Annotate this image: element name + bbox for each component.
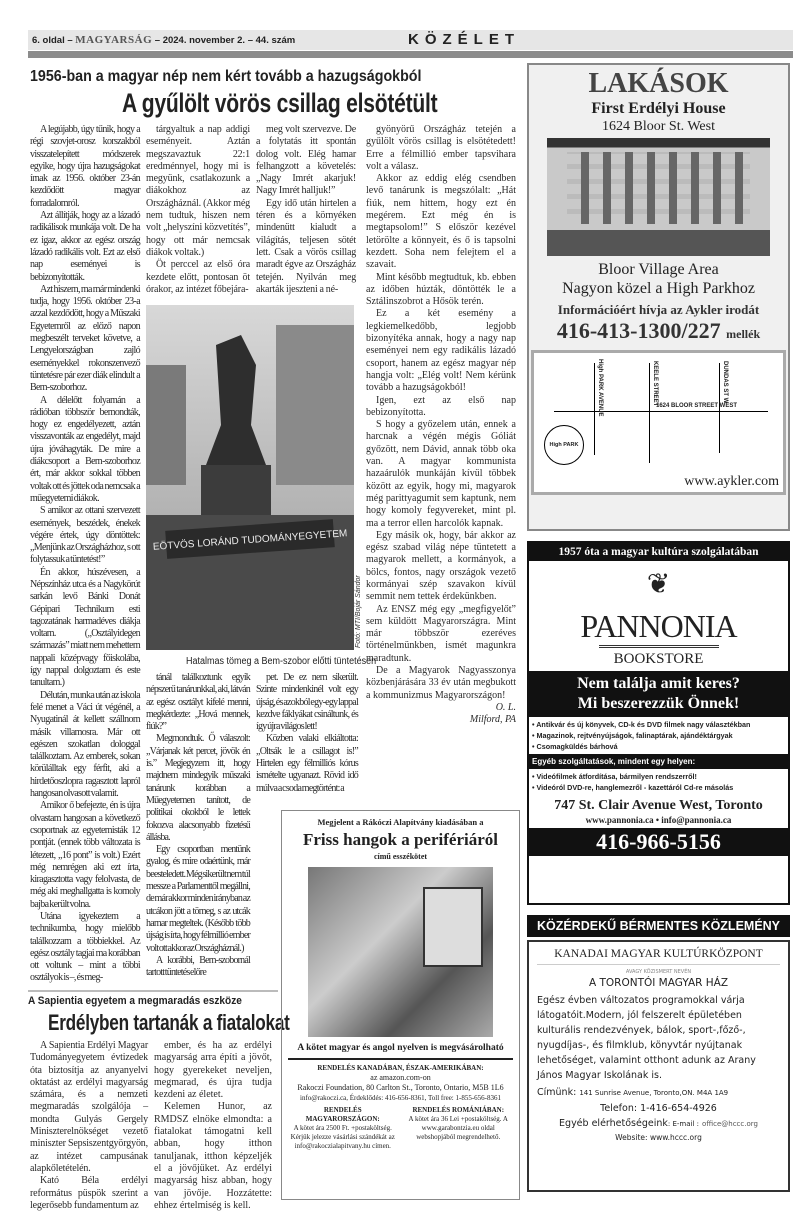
paragraph: Akkor az eddig elég csendben levő tanárunk is megszólalt: „Hát fiúk, nem hittem, hogy ezt én megérem. Ezt még én is megtapsolom!” S először kezével letörölte a könnyeit, és ő is tapsolni kezdett. Soha nem felejtem el a szavait. — [366, 173, 516, 271]
notice-website[interactable]: Website: www.hccc.org — [615, 1133, 702, 1142]
notice-name: A TORONTÓI MAGYAR HÁZ — [588, 977, 729, 989]
photo-credit: Fotó: MTI/Bojár Sándor — [355, 575, 362, 648]
paragraph: A korábbi, Bem-szobornál tartott tüntetés előre — [146, 954, 250, 979]
ad-website[interactable]: www.aykler.com — [684, 474, 779, 489]
article-kicker: 1956-ban a magyar nép nem kért tovább a hazugságokból — [30, 68, 422, 85]
notice-email-link[interactable]: office@hccc.org — [702, 1120, 758, 1128]
map-label: High PARK AVENUE — [597, 359, 603, 417]
article-column-1 — [30, 124, 140, 985]
page-header — [28, 30, 793, 50]
protest-photo — [146, 305, 354, 650]
paragraph: S hogy a győzelem után, ennek a harcnak a végén mégis Góliát győzött, nem Dávid, annak több oka van. A magyar kommunista hazaárulók munkáján kívül többek között az egyik, hogy mi, magyarok még parittyagumit sem kaptunk, nem hogy komoly fegyvereket, mint pl. ma a terror ellen harcolók kapnak. — [366, 419, 516, 529]
paragraph: Kelemen Hunor, az RMDSZ elnöke elmondta: a fiatalokat támogatni kell abban, hogy itthon tanuljanak, itthon képzeljék el a jövőjüket. Az erdélyi magyarság hisz abban, hogy van jövője. Hozzátette: ehhez értelmiség is kell. — [154, 1101, 272, 1211]
newspaper-logo: MAGYARSÁG — [75, 34, 153, 46]
book-ad-intro: Megjelent a Rákóczi Alapítvány kiadásában a — [317, 817, 484, 827]
paragraph: • Csomagküldés bárhová — [532, 742, 618, 751]
paragraph: Ez a két esemény a legkiemelkedőbb, legjobb bizonyítéka annak, hogy a nagy nap eseményei nem egy radikális lázadó csoport, hanem az egész magyar nép hangja volt: „Elég volt! Nem kérünk tovább a hazugságokból! — [366, 308, 516, 394]
order-na-amazon: az amazon.com-on — [370, 1072, 431, 1082]
pannonia-contact[interactable]: www.pannonia.ca • info@pannonia.ca — [585, 815, 732, 825]
paragraph: A Sapientia Erdélyi Magyar Tudományegyetem évtizedek óta biztosítja az anyanyelvi oktatást az erdélyi magyarság számára, és a nemzeti megmaradás szolgálója – mondta Gulyás Gergely Miniszterelnökséget vezető miniszter Sepsiszentgyörgyön, az intézet campusának alapkőletételén. — [30, 1040, 148, 1174]
ad-area: Bloor Village Area — [598, 261, 719, 278]
pannonia-services — [529, 769, 788, 795]
notice-address: 141 Sunrise Avenue, Toronto,ON. M4A 1A9 — [579, 1089, 729, 1097]
pannonia-items — [529, 717, 788, 754]
order-ro-title: RENDELÉS ROMÁNIÁBAN: — [412, 1105, 505, 1114]
ad-address: 1624 Bloor St. West — [602, 119, 715, 134]
pannonia-address: 747 St. Clair Avenue West, Toronto — [554, 798, 763, 813]
article-headline: A gyűlölt vörös csillag elsötétült — [122, 88, 438, 118]
ad-subtitle: First Erdélyi House — [591, 100, 726, 117]
section-title: KÖZÉLET — [408, 31, 520, 48]
paragraph: tánál találkoztunk egyik népszerű tanárunkkal, aki, látván az egész osztályt kifelé menni, megkérdezte: „Hová mennek, fiúk?” — [146, 672, 250, 733]
ad-phone: 416-413-1300/227 — [556, 318, 721, 343]
high-park-label: High PARK — [544, 425, 584, 465]
order-ro-text: A kötet ára 36 Lei +postaköltség. A www.garabontzia.eu oldal webshopjából megrendelhető. — [408, 1114, 508, 1142]
services-title: Egyéb szolgáltatások, mindent egy helyen: — [529, 754, 788, 769]
paragraph: Mint később megtudtuk, kb. ebben az időben húzták, döntötték le a Sztálinszobrot a Hősök terén. — [366, 271, 516, 308]
paragraph: Délután, munka után az iskola felé menet a Váci út végénél, a Nyugatinál át kellett szállnom másik villamosra. Már ott egészen szokatlan dologgal találkoztam. Az emberek, sokan körülálltak egy férfit, aki a hirdetőoszlopra ragasztott lapról hangosan olvasott valamit. — [30, 689, 140, 800]
paragraph: Igen, ezt az első nap bebizonyította. — [366, 394, 516, 418]
paragraph: meg volt szervezve. De a folytatás itt spontán dolog volt. Elég hamar felhangzott a követelés: „Nagy Imrét akarjuk! Nagy Imrét halljuk!” — [256, 124, 356, 197]
book-flower-logo-icon: ❦ — [646, 569, 671, 600]
article-column-2-top — [146, 124, 250, 296]
author-signature: O. L. — [495, 701, 516, 713]
paragraph: Én akkor, húszévesen, a Népszínház utca és a Nagykörút sarkán levő Bánki Donát Gépipari Technikum esti tagozatának harmadéves diákja voltam. („Osztályidegen származás” miatt nem mehettem nappali középvagy főiskolába, így nappal dolgoztam és este tanultam.) — [30, 566, 140, 689]
pannonia-phone: 416-966-5156 — [529, 828, 788, 856]
paragraph: Egy másik ok, hogy, bár akkor az egész szabad világ népe tüntetett a magyarok mellett, a kormányok, a bölcs, fontos, nagy országok vezető kormányai szép szavakon kívül semmit nem tettek érdekünkben. — [366, 529, 516, 603]
ad-ext: mellék — [726, 327, 761, 341]
paragraph: Öt perccel az első óra kezdete előtt, pontosan öt órakor, az intézet főbejára- — [146, 259, 250, 295]
location-map — [531, 350, 786, 495]
article2-column-2 — [154, 1040, 272, 1212]
pannonia-banner: 1957 óta a magyar kultúra szolgálatában — [529, 543, 788, 561]
pannonia-ad — [527, 541, 790, 905]
book-title: Friss hangok a perifériáról — [302, 830, 498, 850]
book-availability: A kötet magyar és angol nyelven is megvásárolható — [288, 1042, 513, 1059]
address-label: Címünk: — [537, 1087, 577, 1098]
paragraph: A délelőtt folyamán a rádióban többször bemondták, hogy ez engedélyezett, aztán visszavonták az engedélyt, majd újra jóváhagyták. De mire a diákcsoport a Bem-szoborhoz ért, már akkor sokkal többen voltak ott és jöttek oda nemcsak a műegyetemi diákok. — [30, 394, 140, 504]
ad-near: Nagyon közel a High Parkhoz — [562, 280, 755, 297]
paragraph: Közben valaki elkiáltotta: „Oltsák le a csillagot is!” Hirtelen egy félmilliós kórus ismételte ugyanazt. Rövid idő múlva a csoda megtörtént: a — [256, 733, 358, 794]
article2-column-1 — [30, 1040, 148, 1212]
paragraph: Egy idő után hirtelen a téren és a környéken mindenütt kialudt a világítás, teljesen sötét lett. Csak a vörös csillag maradt égve az Országház tetején. Nyilván meg akarták ijeszteni a né- — [256, 197, 356, 295]
book-ad — [281, 810, 520, 1200]
building-photo — [547, 138, 770, 256]
order-hu-text: A kötet ára 2500 Ft. +postaköltség. Kérjük jelezze vásárlási szándékát az info@rakoczialapitvany.hu címen. — [290, 1123, 395, 1151]
header-rule — [28, 51, 793, 58]
paragraph: A legújabb, úgy tűnik, hogy a régi szovjet-orosz korszakból visszatelepített módszerek egyike, hogy újra hazugságokat írnak az 1956. október 23-án kezdődött magyar forradalomról. — [30, 124, 140, 209]
article-column-3-bottom — [256, 672, 358, 795]
order-hu-title: RENDELÉS MAGYARORSZÁGON: — [305, 1105, 380, 1123]
apartments-ad — [527, 63, 790, 531]
notice-box — [527, 940, 790, 1192]
paragraph: Kató Béla erdélyi református püspök szerint a legerősebb fundamentum az — [30, 1175, 148, 1211]
paragraph: tárgyaltuk a nap addigi eseményeit. Aztán megszavaztuk 22:1 eredménnyel, hogy mi is megyünk, csatlakozunk a diákokhoz az Országháznál. (Akkor még nem tudtuk, hiszen nem volt „helyszíni közvetítés”, hogy ott már nemcsak diákok voltak.) — [146, 124, 250, 258]
ad-title: LAKÁSOK — [588, 68, 729, 99]
ad-info: Információért hívja az Aykler irodát — [557, 302, 760, 317]
paragraph: Megmondtuk. Ő válaszolt: „Várjanak két percet, jövök én is.” Megjegyzem itt, hogy majdnem mindegyik műszaki tanárunk korábban a Műegyetemen tanított, de politikai okokból le lettek fokozva alacsonyabb fizetésű állásba. — [146, 733, 250, 843]
paragraph: Az ENSZ még egy „megfigyelőt” sem küldött Magyarországra. Mint már többször ezeréves történelmünkben, ismét magunkra maradtunk. — [366, 603, 516, 664]
email-label: : E-mail : — [667, 1120, 700, 1128]
article-column-2-bottom — [146, 672, 250, 979]
map-label: KEELE STREET — [652, 361, 658, 407]
order-na-contact: info@rakoczi.ca, Érdeklődés: 416-656-8361, Toll free: 1-855-656-8361 — [300, 1093, 501, 1102]
article2-headline: Erdélyben tartanák a fiatalokat — [48, 1010, 290, 1035]
author-signature: Milford, PA — [469, 714, 516, 726]
paragraph: Egy csoportban mentünk gyalog, és mire odaértünk, már beesteledett. Még sikerült nem túl messze a Parlamenttől megállni, de már akkor minden irányban az utcákon jött a tömeg, s az utcák hamar megteltek. (Később több újság is írta, hogy félmillió ember volt ott akkor az Országháznál.) — [146, 844, 250, 954]
page-number: 6. oldal – — [32, 35, 73, 46]
paragraph: • Magazinok, rejtvényújságok, falinaptárak, ajándéktárgyak — [532, 731, 733, 740]
paragraph: pet. De ez nem sikerült. Szinte mindenkinél volt egy újság, és azokból egy-egy lappal kezdve fáklyákat csináltunk, és így újra világos lett! — [256, 672, 358, 733]
article2-kicker: A Sapientia egyetem a megmaradás eszköze — [28, 995, 242, 1007]
article-column-3-top — [256, 124, 356, 296]
contact-label: Egyéb elérhetőségeink — [559, 1118, 668, 1129]
slogan-1: Nem találja amit keres? — [577, 675, 740, 692]
paragraph: ember, és ha az erdélyi magyarság arra építi a jövőt, hogy gyerekeket neveljen, megmarad, és újra tudja kezdeni az életet. — [154, 1040, 272, 1101]
issue-date: – 2024. november 2. – 44. szám — [154, 35, 296, 46]
portrait-image — [423, 887, 483, 967]
paragraph: • Videófilmek átfordítása, bármilyen rendszerről! — [532, 772, 697, 781]
book-cover-collage — [308, 867, 493, 1037]
pannonia-sub: BOOKSTORE — [613, 651, 704, 667]
notice-org: KANADAI MAGYAR KULTÚRKÖZPONT — [537, 947, 780, 965]
divider — [28, 990, 278, 992]
article-column-4 — [366, 124, 516, 727]
slogan-2: Mi beszerezzük Önnek! — [577, 695, 740, 712]
paragraph: Utána igyekeztem a technikumba, hogy mielőbb találkozzam a többiekkel. Az egész osztály tagjai ma korábban ott voltunk – mint a többi osztályok is –, és meg- — [30, 911, 140, 984]
paragraph: Azt hiszem, ma már mindenki tudja, hogy 1956. október 23-a azzal kezdődött, hogy a Műszaki Egyetemről az előző napon megbeszélt terveket követve, a Lengyelországban zajló eseményekkel rokonszenvező tüntetésre pár ezer diák elindult a Bem-szoborhoz. — [30, 283, 140, 394]
notice-body: Egész évben változatos programokkal várja látogatóit.Modern, jól felszerelt épületében kulturális rendezvények, bálok, sport-,főző-, nyugdíjas-, és filmklub, könyvtár nyújtanak lehetőséget, valamint otthont adunk az Arany János Magyar Iskolának is. — [537, 995, 756, 1081]
notice-aka: AVAGY KÖZISMERT NEVÉN — [625, 969, 692, 975]
paragraph: S amikor az ottani szervezett események, beszédek, énekek végére értek, úgy döntöttek: „Menjünk az Országházhoz, s ott folytassuk a tüntetést!” — [30, 505, 140, 566]
notice-banner: KÖZÉRDEKŰ BÉRMENTES KÖZLEMÉNY — [527, 915, 790, 937]
svg-text:EÖTVÖS LORÁND TUDOMÁNYEGYETEM: EÖTVÖS LORÁND TUDOMÁNYEGYETEM — [152, 528, 348, 553]
paragraph: • Videóról DVD-re, hanglemezről - kazettáról Cd-re másolás — [532, 783, 734, 792]
order-na-title: RENDELÉS KANADÁBAN, ÉSZAK-AMERIKÁBAN: — [317, 1063, 484, 1072]
paragraph: Azt állítják, hogy az a lázadó radikálisok munkája volt. De ha ez igaz, akkor az egész ország lázadó radikális volt. Ezt az első nap eseményei is bebizonyították. — [30, 210, 140, 283]
paragraph: De a Magyarok Nagyasszonya közbenjárására 33 év után megbukott a kommunizmus Magyarországon! — [366, 665, 516, 701]
paragraph: • Antikvár és új könyvek, CD-k és DVD filmek nagy választékban — [532, 720, 751, 729]
order-na-address: Rakoczi Foundation, 80 Carlton St., Toronto, Ontario, M5B 1L6 — [297, 1083, 504, 1093]
map-label: 1624 BLOOR STREET WEST — [656, 403, 738, 409]
pannonia-name: PANNONIA — [580, 608, 737, 644]
book-subtitle: című esszékötet — [373, 852, 428, 862]
map-label: DUNDAS ST W — [722, 361, 728, 404]
paragraph: Amikor ő befejezte, én is újra olvastam hangosan a következő csoportnak az egyetemisták 12 pontját. (ennek több változata is létezett, „16 pont” is volt.) Ezért még nemrégen aki ezt írta, kiragasztotta vagy felolvasta, de még aki meghallgatta is komoly bajba került volna. — [30, 800, 140, 910]
notice-phone: Telefon: 1-416-654-4926 — [600, 1103, 717, 1114]
photo-caption: Hatalmas tömeg a Bem-szobor előtti tüntetésen — [186, 656, 377, 667]
paragraph: gyönyörű Országház tetején a gyűlölt vörös csillag is elsötétedett! Erre a félmillió ember tapsvihara volt a válasz. — [366, 124, 516, 172]
